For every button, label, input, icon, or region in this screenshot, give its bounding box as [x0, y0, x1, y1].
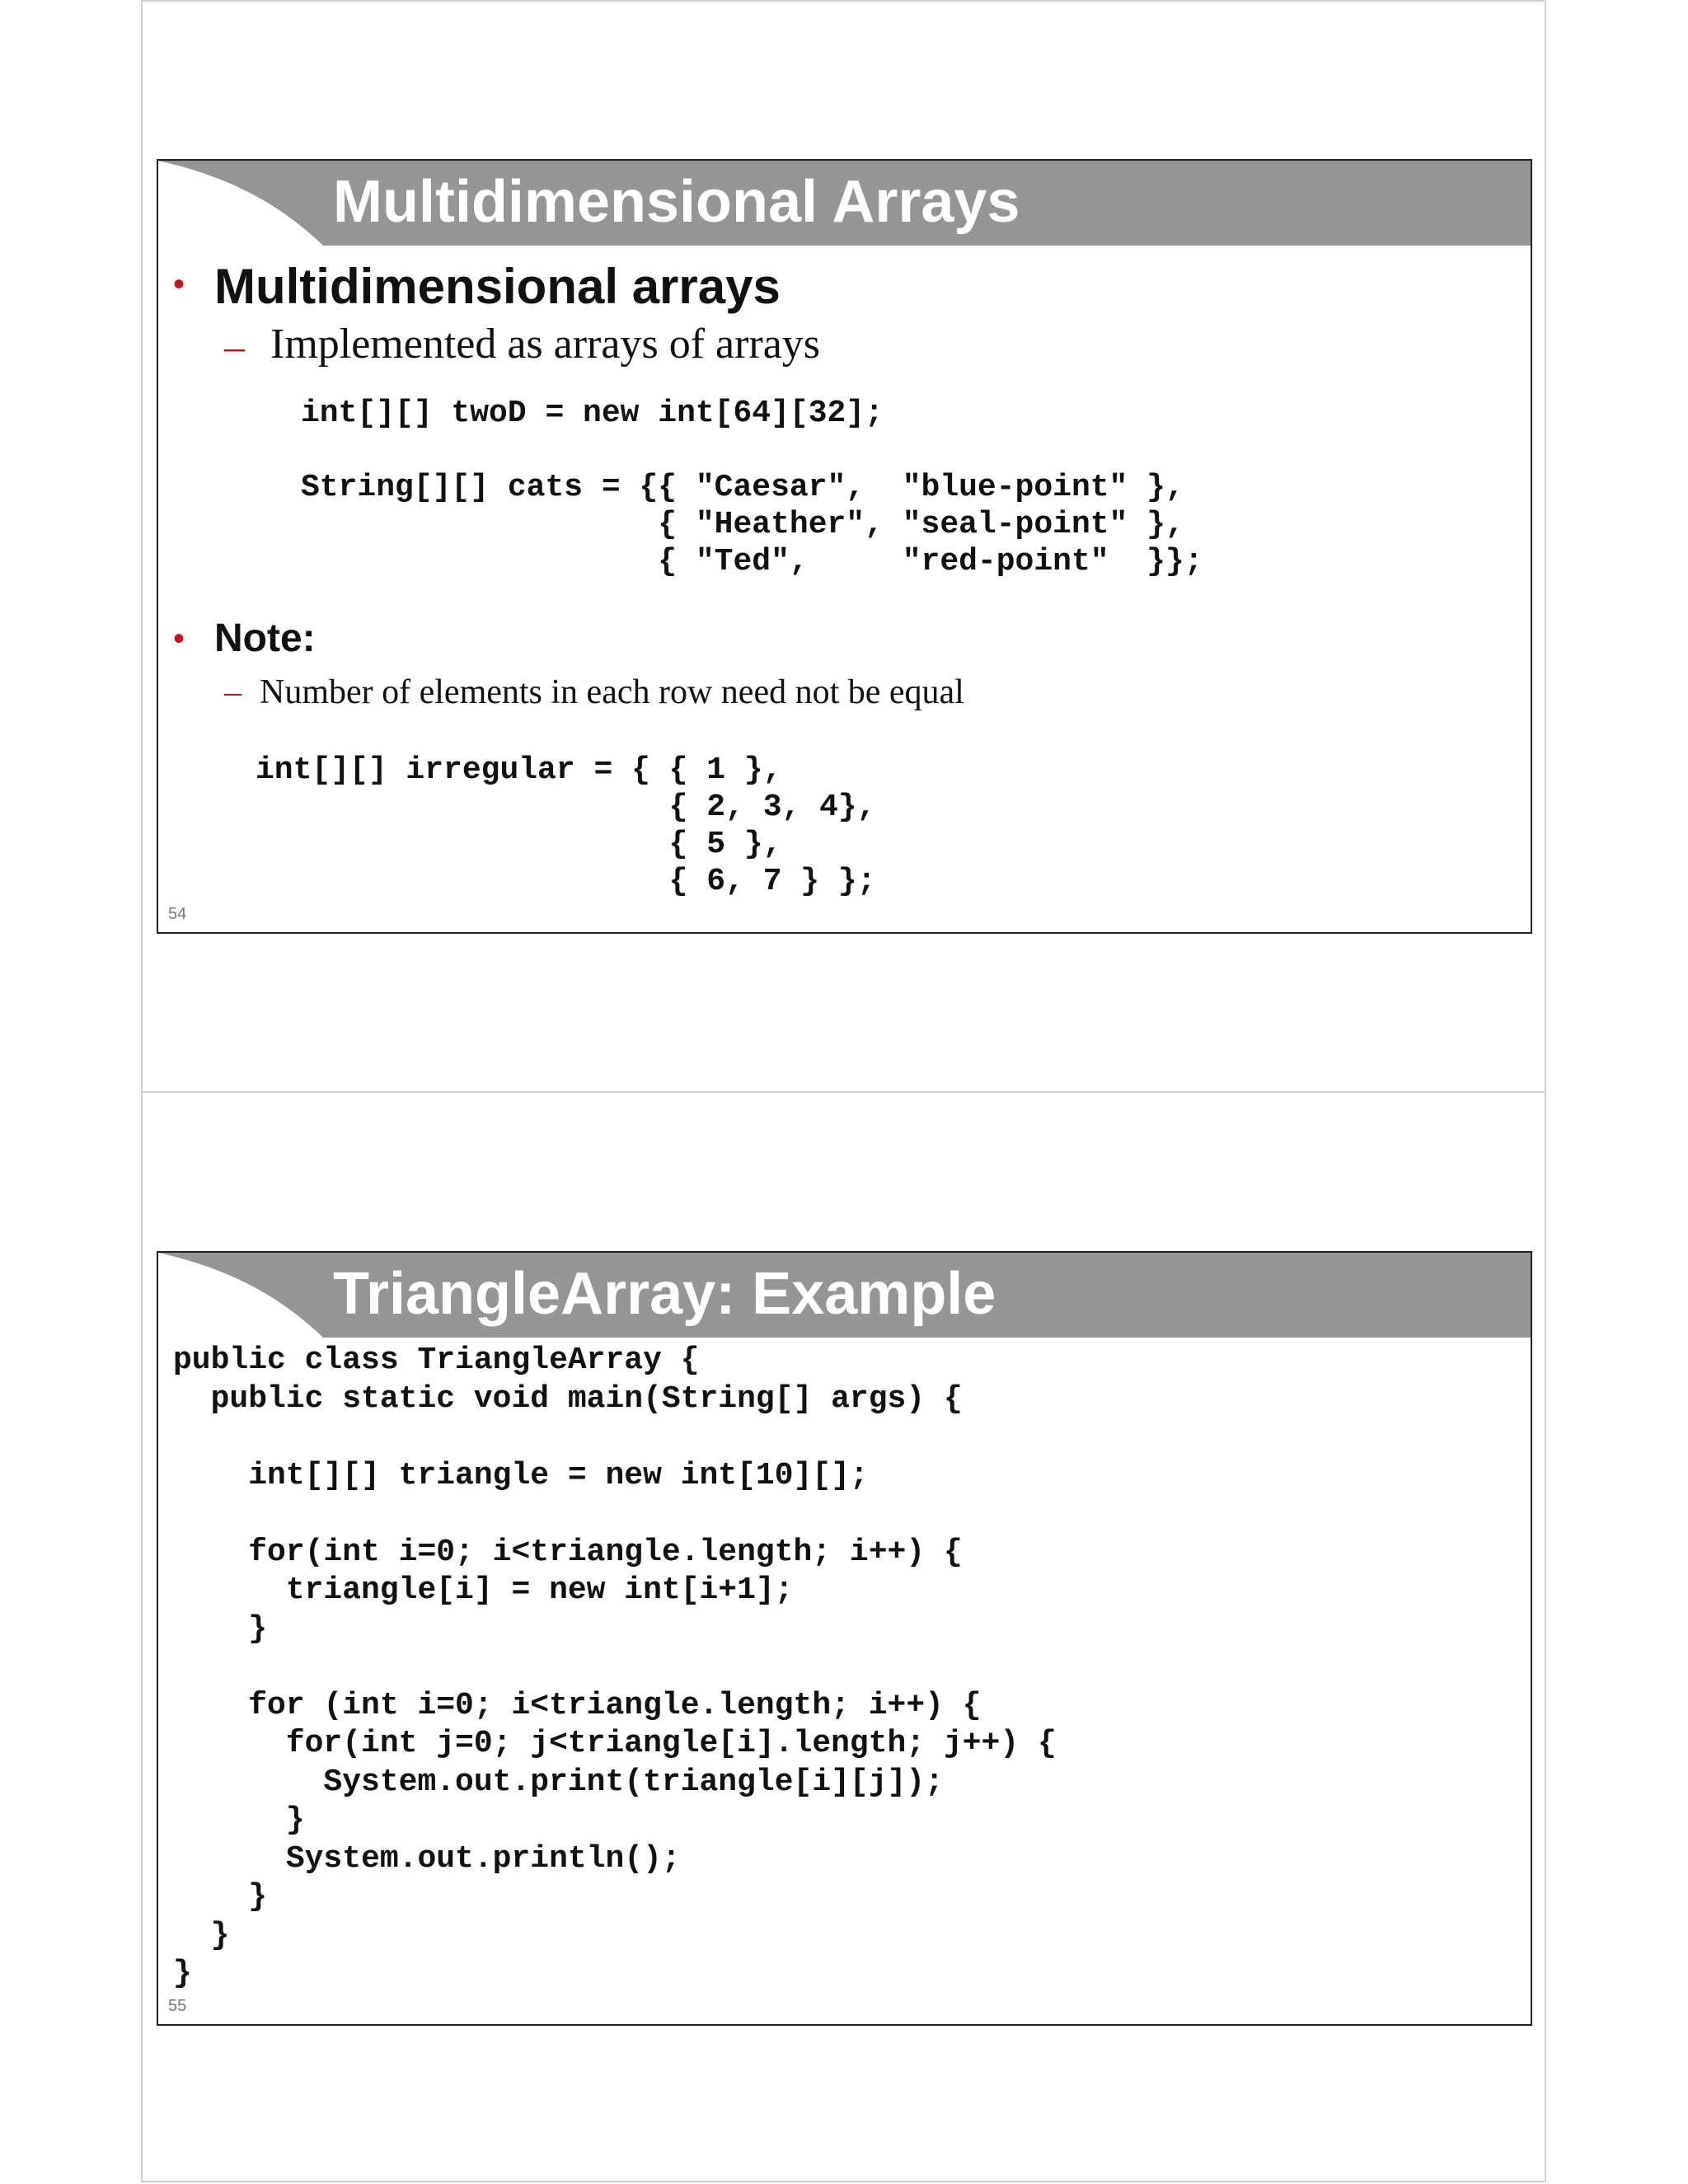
bullet-heading: Note:: [214, 616, 316, 660]
slide-54: [157, 159, 1532, 934]
slide-title: Multidimensional Arrays: [333, 169, 1020, 235]
bullet-heading: Multidimensional arrays: [214, 259, 781, 314]
sub-bullet: Number of elements in each row need not be equal: [260, 673, 964, 711]
title-bar: [158, 1253, 1531, 1339]
page-number: 55: [168, 1997, 187, 2015]
page-number: 54: [168, 905, 187, 923]
bullet-icon: •: [173, 621, 185, 657]
slide-title: TriangleArray: Example: [333, 1261, 996, 1327]
dash-icon: –: [224, 673, 241, 711]
code-block: int[][] twoD = new int[64][32]; String[][] cats = {{ "Caesar", "blue-point" }, { "Heather", "seal-point" }, { "Ted", "red-point" }};: [301, 396, 1203, 579]
title-bar: [158, 161, 1531, 247]
sub-bullet: Implemented as arrays of arrays: [270, 321, 821, 368]
slide-55: [157, 1251, 1532, 2026]
bullet-icon: •: [173, 266, 185, 302]
code-block: public class TriangleArray { public static void main(String[] args) { int[][] triangle = new int[10][]; for(int i=0; i<triangle.length; i++) { triangle[i] = new int[i+1]; } for (int i=0; i<triangle.length; i++) { for(int j=0; j<triangle[i].length; j++) { System.out.print(triangle[i][j]); } System.out.println(); } } }: [173, 1343, 1057, 1991]
page-divider: [141, 1091, 1546, 1093]
dash-icon: –: [224, 323, 245, 369]
code-block: int[][] irregular = { { 1 }, { 2, 3, 4}, { 5 }, { 6, 7 } };: [256, 752, 876, 899]
